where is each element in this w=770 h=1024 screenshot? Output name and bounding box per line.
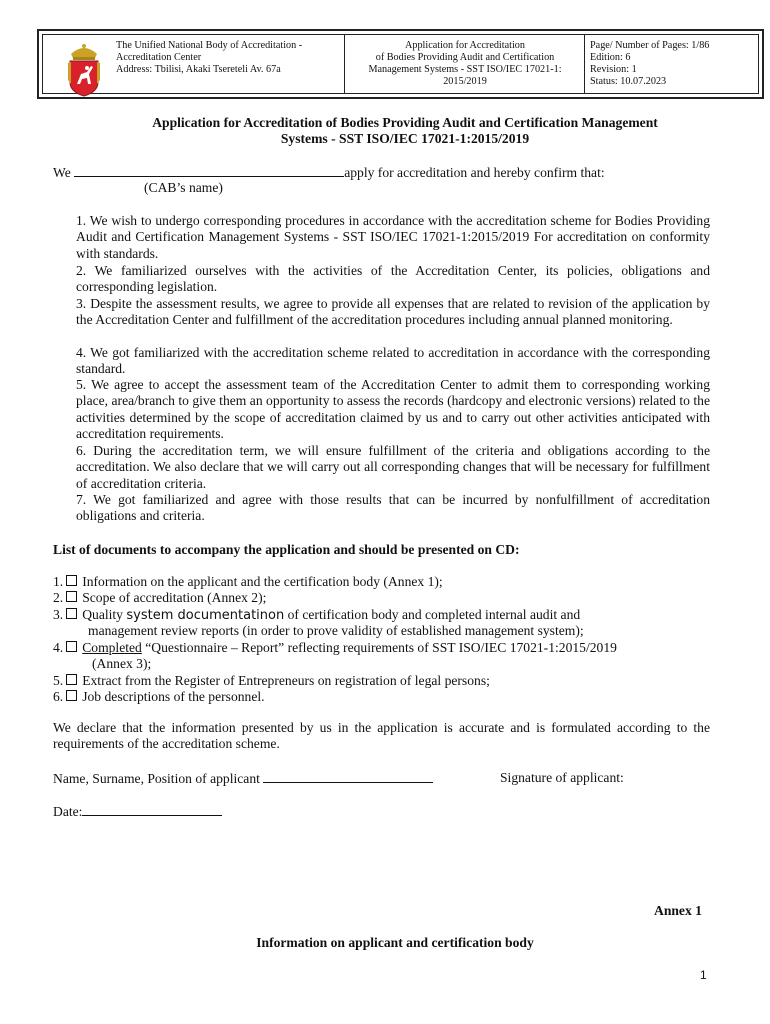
doc-number: 3.	[53, 607, 64, 622]
doc-continuation: (Annex 3);	[92, 656, 152, 671]
title-line: Systems - SST ISO/IEC 17021-1:2015/2019	[280, 131, 530, 146]
doc-text: “Questionnaire – Report” reflecting requirements of SST ISO/IEC 17021-1:2015/2019	[145, 640, 617, 655]
header-divider	[584, 35, 585, 93]
doc-continuation: management review reports (in order to prove validity of established management system);	[88, 623, 584, 638]
org-line: The Unified National Body of Accreditation -	[116, 40, 303, 51]
doc-number: 4.	[53, 640, 64, 655]
edition: Edition: 6	[590, 52, 631, 63]
page-count: Page/ Number of Pages: 1/86	[590, 40, 710, 51]
cab-name-label: (CAB’s name)	[144, 180, 223, 195]
doc-text: Completed	[82, 640, 142, 655]
list-item: 6. During the accreditation term, we will ensure fulfillment of the criteria and obligations according to the accreditation. We also declare that we will carry out all corresponding changes that will be necessary for fulfillment of accreditation criteria.	[76, 443, 710, 491]
doc-title-line: Management Systems - SST ISO/IEC 17021-1:	[368, 64, 562, 75]
document-item	[53, 574, 443, 590]
doc-text: Job descriptions of the personnel.	[82, 689, 265, 704]
list-item: 5. We agree to accept the assessment team of the Accreditation Center to admit them to corresponding working place, area/branch to give them an opportunity to assess the records (hardcopy and electronic versions) related to the activities determined by the scope of accreditation claimed by us and to carry out other activities anticipated with accreditation requirements.	[76, 377, 710, 442]
header-inner-frame	[42, 34, 759, 94]
header-divider	[344, 35, 345, 93]
document-checkbox[interactable]	[66, 591, 77, 602]
list-item: 4. We got familiarized with the accreditation scheme related to accreditation in accordance with the corresponding standard.	[76, 345, 710, 377]
doc-title-line: 2015/2019	[443, 76, 487, 87]
applicant-name-field[interactable]	[263, 770, 433, 783]
header-meta	[590, 40, 709, 88]
doc-number: 6.	[53, 689, 64, 704]
org-address: Address: Tbilisi, Akaki Tsereteli Av. 67a	[116, 64, 281, 75]
doc-number: 1.	[53, 574, 64, 589]
document-item	[53, 607, 580, 624]
date-label: Date:	[53, 804, 83, 819]
doc-text: system documentatinon	[126, 608, 285, 623]
cab-name-field[interactable]	[74, 164, 344, 177]
document-item	[53, 689, 265, 705]
documents-heading: List of documents to accompany the application and should be presented on CD:	[53, 542, 520, 557]
revision: Revision: 1	[590, 64, 637, 75]
annex-title: Information on applicant and certification body	[256, 935, 534, 950]
page-title	[60, 115, 750, 147]
doc-text: Information on the applicant and the certification body (Annex 1);	[82, 574, 443, 589]
document-item	[53, 640, 617, 656]
list-item: 7. We got familiarized and agree with those results that can be incurred by nonfulfillment of accreditation obligations and criteria.	[76, 492, 710, 524]
signature-label: Signature of applicant:	[500, 770, 624, 785]
list-item: 1. We wish to undergo corresponding procedures in accordance with the accreditation scheme for Bodies Providing Audit and Certification Management Systems - SST ISO/IEC 17021-1:2015/2019 For accreditation on conformity with standards.	[76, 213, 710, 261]
status-date: Status: 10.07.2023	[590, 76, 667, 87]
document-header	[37, 29, 764, 99]
header-organization	[116, 40, 302, 76]
document-checkbox[interactable]	[66, 690, 77, 701]
doc-title-line: Application for Accreditation	[405, 40, 525, 51]
intro-we: We	[53, 165, 71, 180]
header-document-title	[346, 40, 584, 88]
list-item: 3. Despite the assessment results, we agree to provide all expenses that are related to revision of the application by the Accreditation Center and fulfillment of the accreditation procedures including annual planned monitoring.	[76, 296, 710, 328]
doc-number: 5.	[53, 673, 64, 688]
annex-label: Annex 1	[654, 903, 702, 918]
date-line	[53, 803, 222, 820]
list-item: 2. We familiarized ourselves with the activities of the Accreditation Center, its policies, obligations and corresponding legislation.	[76, 263, 710, 295]
doc-text: Extract from the Register of Entrepreneurs on registration of legal persons;	[82, 673, 490, 688]
page-number: 1	[700, 968, 707, 982]
doc-text: Quality	[82, 607, 123, 622]
declaration-text: We declare that the information presented by us in the application is accurate and is formulated according to the requirements of the accreditation scheme.	[53, 720, 710, 752]
intro-line	[53, 164, 605, 181]
document-checkbox[interactable]	[66, 608, 77, 619]
georgia-coat-of-arms-icon	[65, 40, 103, 98]
document-checkbox[interactable]	[66, 641, 77, 652]
doc-text: Scope of accreditation (Annex 2);	[82, 590, 267, 605]
document-item	[53, 673, 490, 689]
date-field[interactable]	[82, 803, 222, 816]
document-checkbox[interactable]	[66, 575, 77, 586]
document-checkbox[interactable]	[66, 674, 77, 685]
title-line: Application for Accreditation of Bodies Providing Audit and Certification Management	[152, 115, 658, 130]
doc-title-line: of Bodies Providing Audit and Certification	[375, 52, 555, 63]
name-label: Name, Surname, Position of applicant	[53, 771, 260, 786]
org-line: Accreditation Center	[116, 52, 202, 63]
applicant-name-line	[53, 770, 433, 787]
doc-number: 2.	[53, 590, 64, 605]
document-item	[53, 590, 266, 606]
intro-rest: apply for accreditation and hereby confirm that:	[344, 165, 605, 180]
doc-text: of certification body and completed internal audit and	[287, 607, 581, 622]
